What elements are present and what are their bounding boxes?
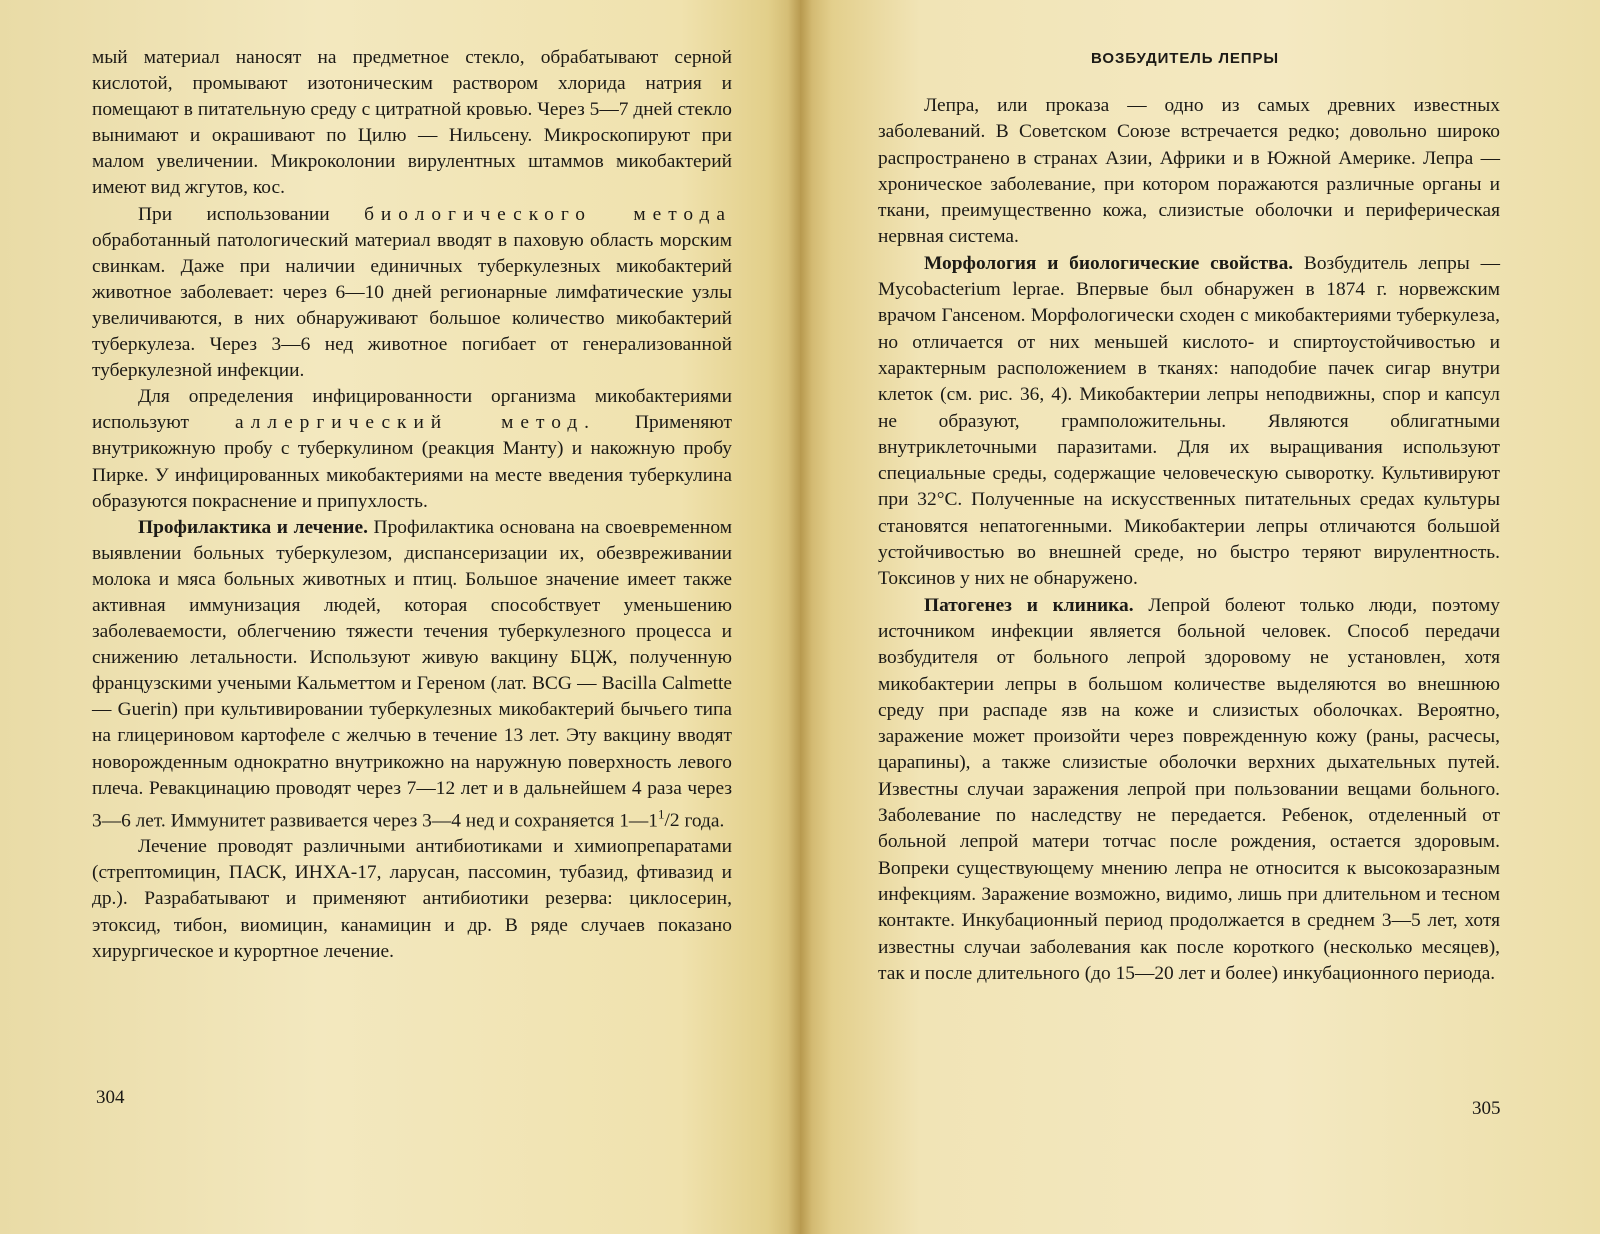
left-page-text [92,45,732,965]
section-title: Профилактика и лечение. [138,516,368,538]
paragraph-text: Лепрой болеют только люди, поэтому источником инфекции является больной человек. Способ передачи возбудителя от больного лепрой здоровому не установлен, хотя микобактерии лепры в большом количестве выделяются во внешнюю среду при распаде язв на коже и слизистых оболочках. Вероятно, заражение может произойти через поврежденную кожу (раны, расчесы, царапины), а также слизистые оболочки верхних дыхательных путей. Известны случаи заражения лепрой при пользовании вещами больного. Заболевание по наследству не передается. Ребенок, отделенный от больной лепрой матери тотчас после рождения, остается здоровым. Вопреки существующему мнению лепра не относится к высокозаразным инфекциям. Заражение возможно, видимо, лишь при длительном и тесном контакте. Инкубационный период продолжается в среднем 3—5 лет, хотя известны случаи заболевания как после короткого (несколько месяцев), так и после длительного (до 15—20 лет и более) инкубационного периода. [878,594,1500,984]
paragraph [92,384,732,514]
paragraph: Лечение проводят различными антибиотиками и химиопрепаратами (стрептомицин, ПАСК, ИНХА-17, ларусан, пассомин, тубазид, фтивазид и др.). Разрабатывают и применяют антибиотики резерва: циклосерин, этоксид, тибон, виомицин, канамицин и др. В ряде случаев показано хирургическое и курортное лечение. [92,836,732,962]
fraction [658,806,680,832]
fraction-numerator: 1 [658,806,665,822]
paragraph [878,251,1500,593]
method-term: биологического метода [364,203,732,225]
page-number: 304 [96,1087,125,1108]
paragraph-text: года. [679,810,725,832]
paragraph-text: При использовании [138,203,365,225]
paragraph [878,593,1500,987]
paragraph: мый материал наносят на предметное стекло, обрабатывают серной кислотой, промывают изотоническим раствором хлорида натрия и помещают в питательную среду с цитратной кровью. Через 5—7 дней стекло вынимают и окрашивают по Цилю — Нильсену. Микроскопируют при малом увеличении. Микроколонии вирулентных штаммов микобактерий имеют вид жгутов, кос. [92,47,732,199]
paragraph: Лепра, или проказа — одно из самых древних известных заболеваний. В Советском Союзе встречается редко; довольно широко распространено в странах Азии, Африки и в Южной Америке. Лепра — хроническое заболевание, при котором поражаются различные органы и ткани, преимущественно кожа, слизистые оболочки и периферическая нервная система. [878,95,1500,248]
paragraph [92,202,732,385]
page-number: 305 [1472,1098,1501,1119]
paragraph-text: обработанный патологический материал вводят в паховую область морским свинкам. Даже при наличии единичных туберкулезных микобактерий животное заболевает: через 6—10 дней регионарные лимфатические узлы увеличиваются, в них обнаруживают большое количество микобактерий туберкулеза. Через 3—6 нед животное погибает от генерализованной туберкулезной инфекции. [92,229,732,382]
book-gutter [788,0,812,1234]
chapter-heading: ВОЗБУДИТЕЛЬ ЛЕПРЫ [1091,50,1279,67]
paragraph-text: Профилактика основана на своевременном выявлении больных туберкулезом, диспансеризации их, обезвреживании молока и мяса больных животных и птиц. Большое значение имеет также активная иммунизация людей, которая способствует уменьшению заболеваемости, облегчению тяжести течения туберкулезного процесса и снижению летальности. Используют живую вакцину БЦЖ, полученную французскими учеными Кальметтом и Гереном (лат. BCG — Bacilla Calmette — Guerin) при культивировании туберкулезных микобактерий бычьего типа на глицериновом картофеле с желчью в течение 13 лет. Эту вакцину вводят новорожденным однократно внутрикожно на наружную поверхность левого плеча. Ревакцинацию проводят через 7—12 лет и в дальнейшем 4 раза через 3—6 лет. Иммунитет развивается через 3—4 нед и сохраняется 1—1 [92,516,732,832]
fraction-denominator: /2 [664,810,680,832]
right-page-text [878,93,1500,987]
section-title: Патогенез и клиника. [924,594,1134,616]
paragraph [92,515,732,835]
paragraph-text: Для определения инфицированности организма микобактериями используют [92,386,732,434]
paragraph-text: . Применяют внутрикожную пробу с туберкулином (реакция Манту) и накожную пробу Пирке. У инфицированных микобактериями на месте введения туберкулина образуются покраснение и припухлость. [92,412,732,512]
method-term: аллергический метод [234,412,585,434]
paragraph-text: Возбудитель лепры — Mycobacterium leprae. Впервые был обнаружен в 1874 г. норвежским врачом Гансеном. Морфологически сходен с микобактериями туберкулеза, но отличается от них меньшей кислото- и спиртоустойчивостью и характерным расположением в тканях: наподобие пачек сигар внутри клеток (см. рис. 36, 4). Микобактерии лепры неподвижны, спор и капсул не образуют, грамположительны. Являются облигатными внутриклеточными паразитами. Для их выращивания используют специальные среды, содержащие человеческую сыворотку. Культивируют при 32°С. Полученные на искусственных питательных средах культуры становятся непатогенными. Микобактерии лепры отличаются большой устойчивостью во внешней среде, но быстро теряют вирулентность. Токсинов у них не обнаружено. [878,252,1500,590]
section-title: Морфология и биологические свойства. [924,252,1294,274]
